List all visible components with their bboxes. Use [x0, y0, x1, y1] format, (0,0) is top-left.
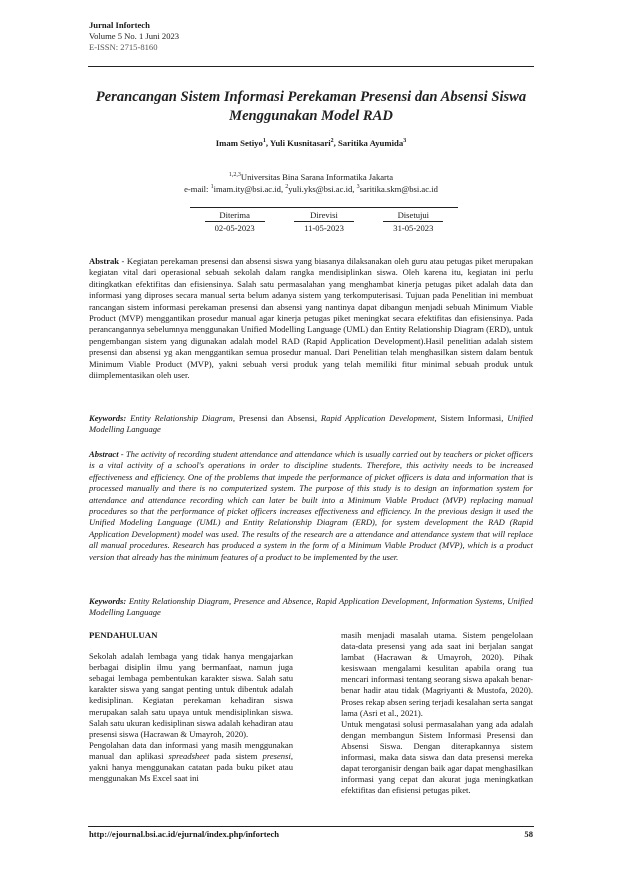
keyword-text: Sistem Informasi	[440, 413, 502, 423]
header-divider	[88, 66, 534, 67]
author-separator: ,	[265, 138, 270, 148]
email-link[interactable]: imam.ity@bsi.ac.id,	[213, 184, 286, 195]
title-line-1: Perancangan Sistem Informasi Perekaman Presensi dan Absensi Siswa	[95, 89, 527, 105]
received-label: Diterima	[219, 210, 250, 220]
section-title: PENDAHULUAN	[89, 630, 158, 640]
keywords-english	[89, 596, 533, 619]
affiliation	[90, 171, 532, 195]
revised-date: 11-05-2023	[294, 221, 354, 234]
email-sup: 1	[210, 184, 214, 191]
body-text: pada sistem	[209, 750, 263, 761]
page-number: 58	[524, 829, 533, 839]
abstrak-label: Abstrak	[89, 256, 120, 266]
body-paragraph	[89, 740, 293, 784]
journal-name: Jurnal Infortech	[89, 20, 150, 30]
email-line	[90, 183, 532, 195]
abstrak-paragraph	[89, 256, 533, 381]
body-column-right	[341, 630, 533, 796]
accepted-date: 31-05-2023	[383, 221, 443, 234]
body-paragraph: Untuk mengatasi solusi permasalahan yang ada adalah dengan membangun Sistem Informasi Presensi dan Absensi Siswa. Dengan diterapkannya sistem informasi, maka data siswa dan data presensi mereka dapat terorganisir dengan baik agar dapat menghasilkan informasi yang cepat dan akurat juga meningkatkan efektifitas dan efisiensi petugas piket.	[341, 718, 533, 796]
body-column-left	[89, 630, 293, 784]
journal-issn: E-ISSN: 2715-8160	[89, 42, 158, 53]
paper-title	[90, 88, 532, 126]
abstract-text: - The activity of recording student attendance and attendance which is usually carried out by teachers or picket officers is a vital activity of a school's operations in order to discipline students. Therefore, this activity needs to be increased effectiveness and efficiency. One of the problems that impede the performance of picket officers is data and information that is processed manually and there is no computerized system. The purpose of this study is to design an information system for attendance and attendance recording which can later be built into a Minimum Viable Product (MVP) replacing manual procedures so that the performance of picket officers increases effectiveness and efficiency. In the previous design it used the Unified Modeling Language (UML) and Entity Relationship Diagram (ERD), for system development the RAD (Rapid Application Development) model was used. The results of the research are a attendance and attendance system that will replace all manual procedures. Research has produced a system in the form of a Minimum Viable Product (MVP), which is a product version that already has the minimum features of a product to be implemented by the user.	[89, 449, 533, 562]
title-line-2: Menggunakan Model RAD	[229, 108, 393, 124]
affil-sup: 1,2,3	[228, 172, 241, 179]
revised-label: Direvisi	[310, 210, 338, 220]
body-text-italic: presensi	[262, 750, 291, 761]
received-date: 02-05-2023	[205, 221, 265, 234]
author-sup: 3	[403, 138, 407, 145]
kata-kunci	[89, 413, 533, 436]
email-sup: 3	[356, 184, 360, 191]
author-list	[90, 138, 532, 148]
keyword-text: , Unified Modelling Language	[89, 413, 533, 435]
accepted-label: Disetujui	[397, 210, 430, 220]
footer-url-link[interactable]: http://ejournal.bsi.ac.id/ejurnal/index.php/infortech	[89, 829, 280, 839]
keywords-label: Keywords:	[89, 596, 127, 606]
email-sup: 2	[285, 184, 289, 191]
email-link[interactable]: yuli.yks@bsi.ac.id,	[288, 184, 357, 195]
email-link[interactable]: saritika.skm@bsi.ac.id	[359, 184, 438, 195]
keyword-text: Entity Relationship Diagram,	[126, 413, 239, 423]
keyword-text: Presensi dan Absensi	[238, 413, 315, 423]
submission-dates	[190, 207, 458, 235]
abstrak-text: - Kegiatan perekaman presensi dan absensi siswa yang biasanya dilaksanakan oleh guru atau petugas piket merupakan kegiatan vital dari operasional sebuah sekolah dalam rangka mendisiplinkan siswa. Oleh karena itu, kegiatan ini perlu ditingkatkan efektifitas dan efisiensinya. Salah satu permasalahan yang menghambat kinerja petugas piket adalah data dan informasi yang diproses secara manual serta belum adanya sistem yang terkomputerisasi. Tujuan pada Penelitian ini membuat rancangan sistem informasi perekaman presensi dan absensi yang nantinya dapat dibangun menjadi sebuah Minimum Viable Product (MVP) menggantikan prosedur manual agar kinerja petugas piket meningkat secara efektifitas dan efisiensinya. Pada perancangannya sebelumnya menggunakan Unified Modelling Language (UML) dan Entity Relationship Diagram (ERD), untuk pengembangan sistem yang digunakan adalah model RAD (Rapid Application Development).Hasil penelitian adalah sistem presensi dan absensi yg akan menggantikan semua prosedur manual. Dari Penelitian telah menghasilkan sistem dalam bentuk Minimum Viable Product (MVP), yakni sebuah versi produk yang telah memiliki fitur minimal sebuah produk untuk diimplementasikan oleh user.	[89, 256, 533, 381]
author-separator: ,	[333, 138, 338, 148]
affil-name: Universitas Bina Sarana Informatika Jakarta	[240, 172, 394, 182]
author-name: Saritika Ayumida	[337, 138, 404, 148]
keywords-label: Keywords:	[89, 413, 127, 423]
body-text: Pengolahan data dan informasi yang masih menggunakan manual dan aplikasi	[89, 739, 293, 761]
author-sup: 1	[262, 138, 266, 145]
footer-divider	[88, 826, 534, 827]
journal-header	[89, 20, 179, 54]
abstract-paragraph	[89, 449, 533, 563]
body-text-italic: spreadsheet	[168, 750, 210, 761]
author-sup: 2	[330, 138, 334, 145]
journal-volume: Volume 5 No. 1 Juni 2023	[89, 31, 180, 42]
author-name: Yuli Kusnitasari	[269, 138, 331, 148]
body-paragraph: masih menjadi masalah utama. Sistem pengelolaan data-data presensi yang ada saat ini berjalan sangat lambat (Hacrawan & Umayroh, 2020). Pihak kesiswaan mengalami kesulitan apabila orang tua mencari informasi tentang seorang siswa apakah benar-benar hadir atau tidak (Magriyanti & Mustofa, 2020). Proses rekap absen sering terjadi kesalahan serta sangat lama (Asri et al., 2021).	[341, 630, 533, 718]
author-name: Imam Setiyo	[215, 138, 263, 148]
body-text: , yakni hanya menggunakan catatan pada buku piket atau menggunakan Ms Excel saat ini	[89, 750, 293, 784]
email-prefix: e-mail:	[184, 184, 211, 195]
keywords-text: Entity Relationship Diagram, Presence and Absence, Rapid Application Development, Information Systems, Unified Modelling Language	[89, 596, 533, 618]
abstract-label: Abstract	[89, 449, 119, 459]
body-paragraph: Sekolah adalah lembaga yang tidak hanya mengajarkan berbagai disiplin ilmu yang bermanfaat, namun juga sebagai lembaga pembentukan karakter siswa. Salah satu karakter siswa yang sangat penting untuk dibentuk adalah kedisiplinan. Kegiatan perekaman kehadiran siswa merupakan salah satu upaya untuk mendisiplinkan siswa. Salah satu ukuran kedisiplinan siswa adalah kehadiran atau presensi siswa (Hacrawan & Umayroh, 2020).	[89, 651, 293, 739]
keyword-text: , Rapid Application Development,	[314, 413, 441, 423]
